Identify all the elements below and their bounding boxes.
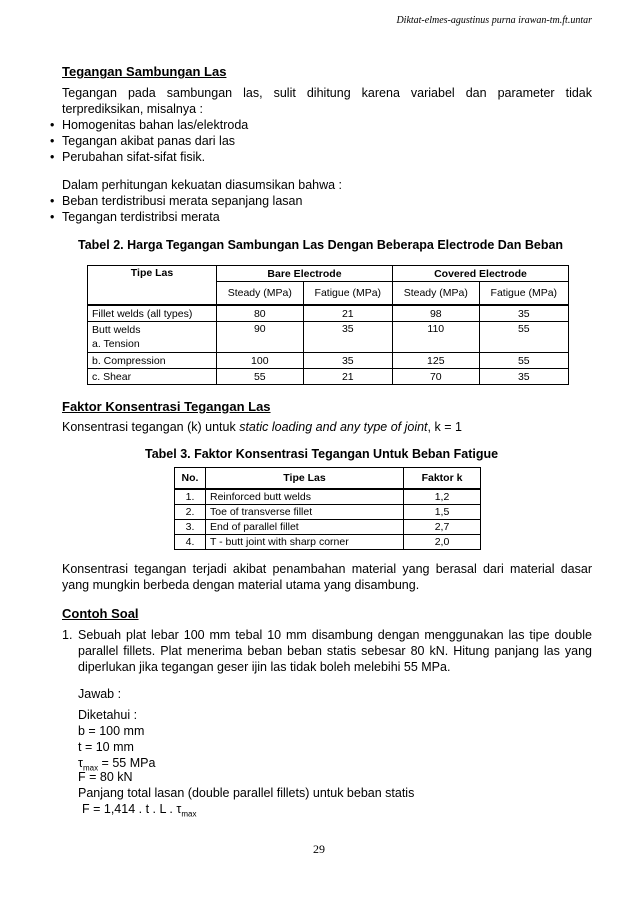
tau-value: = 55 MPa xyxy=(98,756,156,770)
section-title-tegangan: Tegangan Sambungan Las xyxy=(62,64,227,79)
table-row xyxy=(175,535,481,550)
row-label: c. Shear xyxy=(88,369,217,385)
weld-stress-table xyxy=(87,265,569,385)
col-header-tipe: Tipe Las xyxy=(206,468,404,490)
subheader-steady: Steady (MPa) xyxy=(392,282,479,306)
problem-text: Sebuah plat lebar 100 mm tebal 10 mm disambung dengan menggunakan las tipe double parallel fillets. Plat menerima beban beban statis sebesar 80 kN. Hitung panjang las yang diperlukan jika tegangan geser ijin las tidak boleh melebihi 55 MPa. xyxy=(78,628,592,674)
formula xyxy=(82,801,196,823)
cell-value: 100 xyxy=(217,353,304,369)
section-title-contoh: Contoh Soal xyxy=(62,606,139,621)
table-row xyxy=(175,505,481,520)
cell-no: 2. xyxy=(175,505,206,520)
running-header: Diktat-elmes-agustinus purna irawan-tm.ft.untar xyxy=(396,15,592,26)
cell-value: 80 xyxy=(217,305,304,322)
row-label xyxy=(88,322,217,353)
concentration-text: , k = 1 xyxy=(427,420,462,434)
cell-value: 21 xyxy=(303,305,392,322)
cell-value: 35 xyxy=(479,369,568,385)
subheader-steady: Steady (MPa) xyxy=(217,282,304,306)
table-row xyxy=(175,489,481,505)
table-row xyxy=(88,353,569,369)
cell-value: 98 xyxy=(392,305,479,322)
bullet-item: • Tegangan terdistribsi merata xyxy=(62,209,220,225)
bullet-item: • Homogenitas bahan las/elektroda xyxy=(62,117,248,133)
cell-value: 125 xyxy=(392,353,479,369)
table3-caption: Tabel 3. Faktor Konsentrasi Tegangan Untuk Beban Fatigue xyxy=(145,447,499,461)
cell-k: 2,7 xyxy=(404,520,481,535)
cell-no: 4. xyxy=(175,535,206,550)
bullet-item: • Beban terdistribusi merata sepanjang lasan xyxy=(62,193,302,209)
problem-number: 1. xyxy=(62,628,73,642)
stress-factor-table xyxy=(174,467,481,550)
cell-value: 70 xyxy=(392,369,479,385)
formula-subscript: max xyxy=(181,809,197,819)
col-header-covered: Covered Electrode xyxy=(392,266,568,282)
tau-subscript: max xyxy=(82,763,99,773)
given-width: b = 100 mm xyxy=(78,724,145,738)
cell-value: 55 xyxy=(479,353,568,369)
table-row xyxy=(88,305,569,322)
row-label: Fillet welds (all types) xyxy=(88,305,217,322)
bullet-item: • Tegangan akibat panas dari las xyxy=(62,133,235,149)
row-label-text: a. Tension xyxy=(92,338,140,350)
cell-k: 1,5 xyxy=(404,505,481,520)
cell-tipe: Toe of transverse fillet xyxy=(206,505,404,520)
given-thickness: t = 10 mm xyxy=(78,740,134,754)
col-header-faktor: Faktor k xyxy=(404,468,481,490)
cell-tipe: End of parallel fillet xyxy=(206,520,404,535)
cell-k: 1,2 xyxy=(404,489,481,505)
bullet-item: • Perubahan sifat-sifat fisik. xyxy=(62,149,205,165)
concentration-paragraph: Konsentrasi tegangan terjadi akibat penambahan material yang berasal dari material dasar yang mungkin berbeda dengan material utama yang disambung. xyxy=(62,562,592,592)
assumption-intro: Dalam perhitungan kekuatan diasumsikan bahwa : xyxy=(62,178,343,192)
cell-tipe: Reinforced butt welds xyxy=(206,489,404,505)
cell-no: 3. xyxy=(175,520,206,535)
given-label: Diketahui : xyxy=(78,708,138,722)
cell-value: 35 xyxy=(479,305,568,322)
given-force: F = 80 kN xyxy=(78,770,133,784)
cell-value: 35 xyxy=(303,353,392,369)
concentration-italic: static loading and any type of joint xyxy=(239,420,428,434)
formula-text: F = 1,414 . t . L . τ xyxy=(82,802,182,816)
concentration-text: Konsentrasi tegangan (k) untuk xyxy=(62,420,240,434)
cell-value: 55 xyxy=(479,322,568,353)
cell-value: 55 xyxy=(217,369,304,385)
cell-value: 90 xyxy=(217,322,304,353)
table2-caption: Tabel 2. Harga Tegangan Sambungan Las Dengan Beberapa Electrode Dan Beban xyxy=(78,238,564,252)
intro-paragraph: Tegangan pada sambungan las, sulit dihitung karena variabel dan parameter tidak terprediksikan, misalnya : xyxy=(62,86,592,116)
cell-tipe: T - butt joint with sharp corner xyxy=(206,535,404,550)
cell-k: 2,0 xyxy=(404,535,481,550)
weld-length-statement: Panjang total lasan (double parallel fillets) untuk beban statis xyxy=(78,786,415,800)
cell-no: 1. xyxy=(175,489,206,505)
answer-label: Jawab : xyxy=(78,687,122,701)
subheader-fatigue: Fatigue (MPa) xyxy=(479,282,568,306)
subheader-fatigue: Fatigue (MPa) xyxy=(303,282,392,306)
page-number: 29 xyxy=(313,842,325,856)
cell-value: 21 xyxy=(303,369,392,385)
table-row xyxy=(88,322,569,353)
concentration-line xyxy=(62,419,462,435)
tau-symbol: τ xyxy=(78,756,83,770)
cell-value: 110 xyxy=(392,322,479,353)
section-title-faktor: Faktor Konsentrasi Tegangan Las xyxy=(62,399,271,414)
row-label: b. Compression xyxy=(88,353,217,369)
col-header-bare: Bare Electrode xyxy=(217,266,393,282)
col-header-tipe: Tipe Las xyxy=(88,266,217,306)
row-label-text: Butt welds xyxy=(92,324,141,336)
col-header-no: No. xyxy=(175,468,206,490)
table-row xyxy=(88,369,569,385)
cell-value: 35 xyxy=(303,322,392,353)
table-row xyxy=(175,520,481,535)
